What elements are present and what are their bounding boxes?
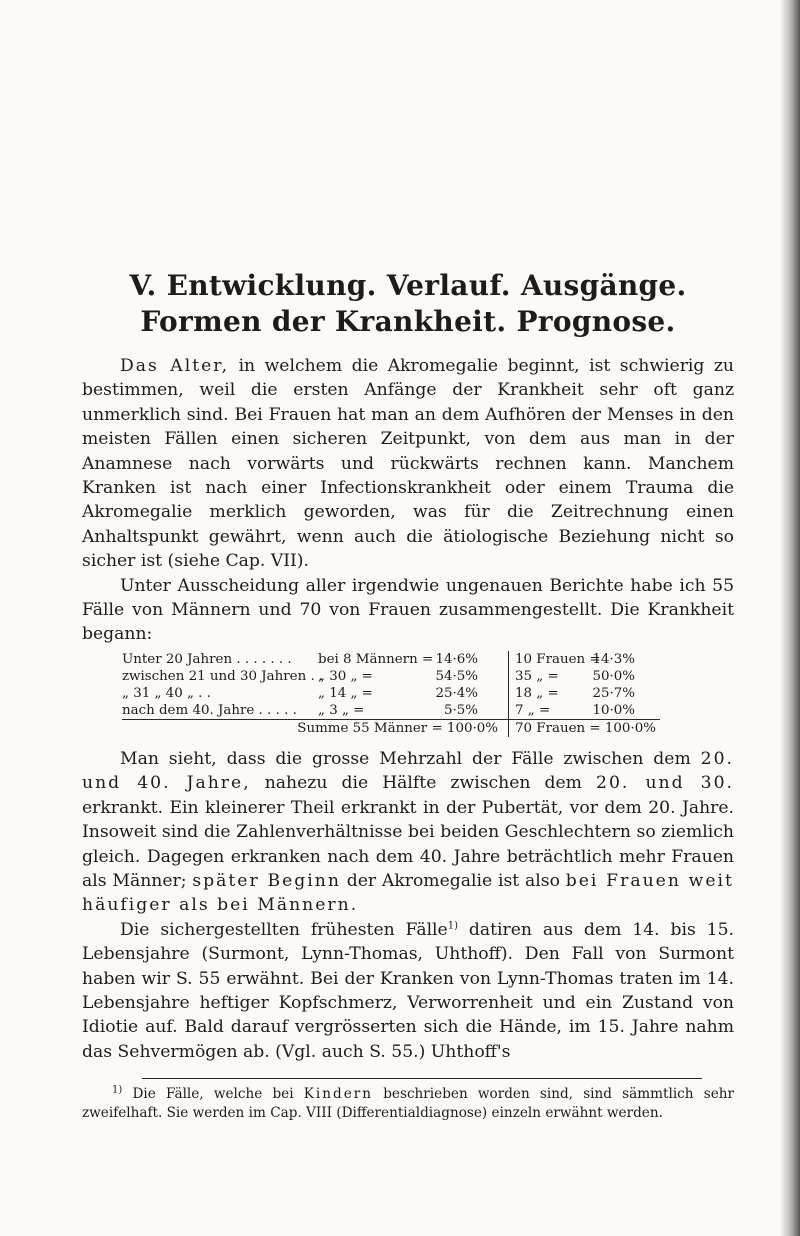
men-count: bei 8 Männern =	[318, 651, 434, 667]
men-count: „ 30 „ =	[318, 668, 373, 684]
intro-lead: Das Alter,	[120, 356, 230, 376]
text-run: der Akromegalie ist also	[346, 870, 560, 891]
women-count: 18 „ =	[515, 685, 559, 701]
women-percent: 25·7%	[592, 685, 635, 701]
chapter-heading	[82, 268, 734, 340]
age-label: nach dem 40. Jahre . . . . .	[122, 702, 297, 718]
text-run: erkrankt. Ein kleinerer Theil erkrankt in der Pubertät, vor dem	[82, 797, 642, 818]
intro-paragraph	[82, 354, 734, 574]
table-row	[122, 685, 660, 702]
text-run: Man sieht, dass die grosse Mehrzahl der Fälle zwischen dem	[120, 748, 691, 769]
text-run: Die sichergestellten frühesten Fälle	[120, 919, 448, 940]
women-percent: 50·0%	[592, 668, 635, 684]
page-edge-shadow	[780, 0, 800, 1236]
book-page	[82, 268, 734, 1123]
men-percent: 25·4%	[435, 685, 478, 701]
table-row	[122, 651, 660, 668]
chapter-title: Entwicklung. Verlauf. Ausgänge. Formen der Krankheit. Prognose.	[140, 269, 687, 338]
women-count: 7 „ =	[515, 702, 551, 718]
footnote-divider	[142, 1078, 702, 1079]
emphasis-run: 20. und 30.	[596, 773, 734, 794]
footnote-marker: 1)	[112, 1084, 123, 1096]
men-percent: 14·6%	[435, 651, 478, 667]
text-run: Die Fälle, welche bei	[132, 1086, 294, 1103]
men-sum: Summe 55 Männer = 100·0%	[297, 720, 498, 736]
women-sum: 70 Frauen = 100·0%	[509, 719, 660, 737]
age-label: Unter 20 Jahren . . . . . . .	[122, 651, 292, 667]
chapter-number: V.	[129, 269, 157, 302]
women-percent: 10·0%	[592, 702, 635, 718]
collection-paragraph: Unter Ausscheidung aller irgendwie ungenauen Berichte habe ich 55 Fälle von Männern und 70 von Frauen zusammengestellt. Die Krankheit begann:	[82, 575, 734, 645]
earliest-cases-paragraph	[82, 918, 734, 1064]
emphasis-run: bei Frauen weit häufiger als bei Männern.	[82, 870, 734, 916]
women-count: 35 „ =	[515, 668, 559, 684]
table-row	[122, 702, 660, 720]
men-count: „ 3 „ =	[318, 702, 365, 718]
emphasis-run: Kindern	[303, 1086, 374, 1103]
footnote	[82, 1085, 734, 1123]
table-sum-row	[122, 719, 660, 737]
text-run: nahezu die Hälfte zwischen dem	[264, 773, 582, 794]
intro-text: in welchem die Akromegalie beginnt, ist schwierig zu bestimmen, weil die ersten Anfänge der Krankheit sehr oft ganz unmerklich sind. Bei Frauen hat man an dem Aufhören der Menses in den meisten Fällen einen sicheren Zeitpunkt, von dem aus man in der Anamnese nach vorwärts und rückwärts rechnen kann. Manchem Kranken ist nach einer Infectionskrankheit oder einem Trauma die Akromegalie merklich geworden, was für die Zeitrechnung einen Anhaltspunkt gewährt, wenn auch die ätiologische Beziehung nicht so sicher ist (siehe Cap. VII).	[82, 356, 734, 572]
footnote-ref: 1)	[447, 919, 458, 931]
table-row	[122, 668, 660, 685]
text-run: Insoweit sind die Zahlenverhältnisse bei beiden Geschlechtern so ziemlich gleich. Dagegen erkranken nach dem 40. Jahre beträchtlich mehr Frauen als Männer;	[82, 822, 734, 891]
age-label: zwischen 21 und 30 Jahren . .	[122, 668, 324, 684]
text-run: 20. Jahre.	[648, 797, 735, 818]
emphasis-run: später Beginn	[192, 870, 341, 891]
age-label: „ 31 „ 40 „ . .	[122, 685, 211, 701]
onset-age-table	[122, 651, 660, 737]
men-percent: 54·5%	[435, 668, 478, 684]
text-run: beschrieben worden sind, sind sämmtlich sehr zweifelhaft. Sie werden im Cap. VIII (Differentialdiagnose) einzeln erwähnt werden.	[82, 1086, 735, 1122]
men-percent: 5·5%	[443, 702, 478, 718]
men-count: „ 14 „ =	[318, 685, 373, 701]
emphasis-run: 20. und 40. Jahre,	[82, 748, 734, 794]
text-run: datiren aus dem 14. bis 15. Lebensjahre (Surmont, Lynn-Thomas, Uhthoff). Den Fall von Surmont haben wir S. 55 erwähnt. Bei der Kranken von Lynn-Thomas traten im 14. Lebensjahre heftiger Kopfschmerz, Verworrenheit und ein Zustand von Idiotie auf. Bald darauf vergrösserten sich die Hände, im 15. Jahre nahm das Sehvermögen ab. (Vgl. auch S. 55.) Uhthoff's	[82, 919, 734, 1062]
women-count: 10 Frauen =	[515, 651, 601, 667]
analysis-paragraph	[82, 747, 734, 918]
women-percent: 14·3%	[592, 651, 635, 667]
